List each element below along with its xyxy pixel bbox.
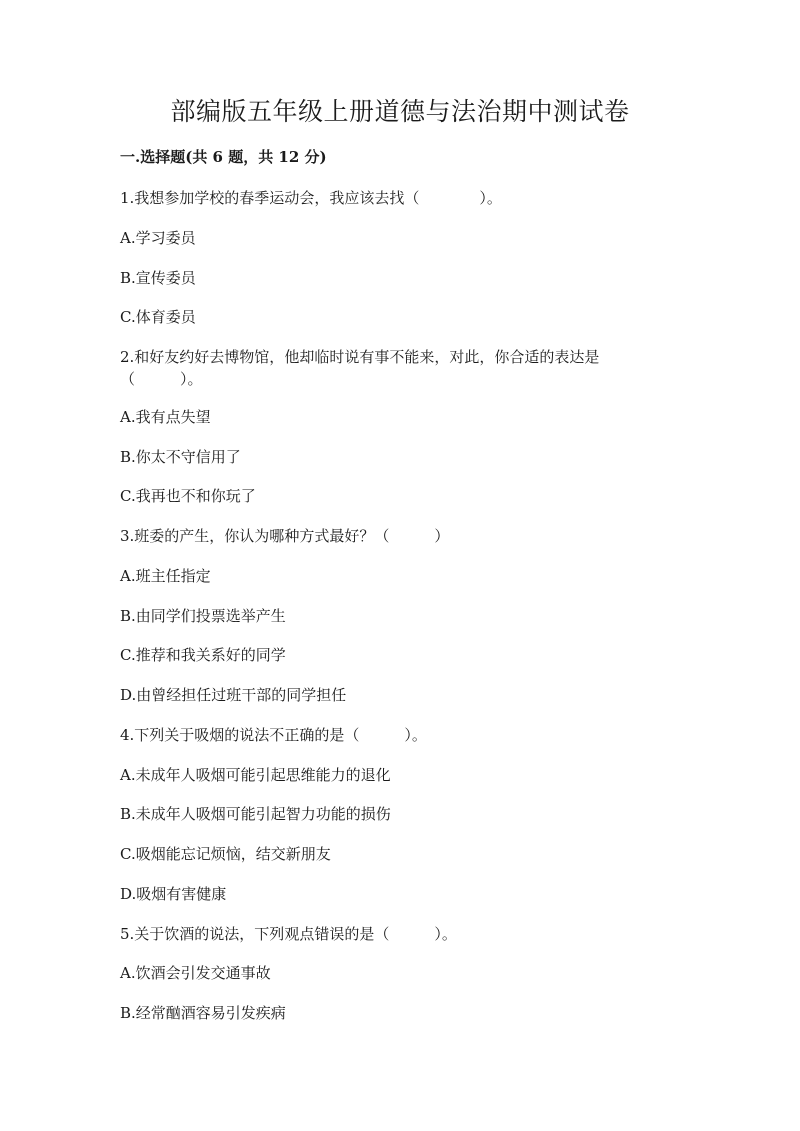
question-5-option-a: A.饮酒会引发交通事故 (120, 964, 271, 982)
question-2-stem: 2.和好友约好去博物馆，他却临时说有事不能来，对此，你合适的表达是（ ）。 (120, 348, 600, 388)
question-1-option-b: B.宣传委员 (120, 269, 196, 287)
question-5-option-b: B.经常酗酒容易引发疾病 (120, 1004, 286, 1022)
section-heading: 一.选择题(共 6 题，共 12 分) (120, 148, 327, 166)
question-1-option-c: C.体育委员 (120, 308, 196, 326)
question-4-stem: 4.下列关于吸烟的说法不正确的是（ ）。 (120, 726, 427, 744)
question-4-option-d: D.吸烟有害健康 (120, 885, 227, 903)
question-5-stem: 5.关于饮酒的说法，下列观点错误的是（ ）。 (120, 925, 457, 943)
question-1-option-a: A.学习委员 (120, 229, 196, 247)
question-4-option-a: A.未成年人吸烟可能引起思维能力的退化 (120, 766, 391, 784)
question-3-stem: 3.班委的产生，你认为哪种方式最好？（ ） (120, 527, 450, 545)
question-2-option-b: B.你太不守信用了 (120, 448, 241, 466)
question-3-option-d: D.由曾经担任过班干部的同学担任 (120, 686, 347, 704)
question-3-option-c: C.推荐和我关系好的同学 (120, 646, 286, 664)
question-3-option-b: B.由同学们投票选举产生 (120, 607, 286, 625)
question-2-option-a: A.我有点失望 (120, 408, 211, 426)
question-4-option-c: C.吸烟能忘记烦恼，结交新朋友 (120, 845, 331, 863)
page-title: 部编版五年级上册道德与法治期中测试卷 (170, 97, 630, 126)
question-2-option-c: C.我再也不和你玩了 (120, 487, 256, 505)
question-1-stem: 1.我想参加学校的春季运动会，我应该去找（ ）。 (120, 189, 502, 207)
question-4-option-b: B.未成年人吸烟可能引起智力功能的损伤 (120, 805, 391, 823)
question-3-option-a: A.班主任指定 (120, 567, 211, 585)
